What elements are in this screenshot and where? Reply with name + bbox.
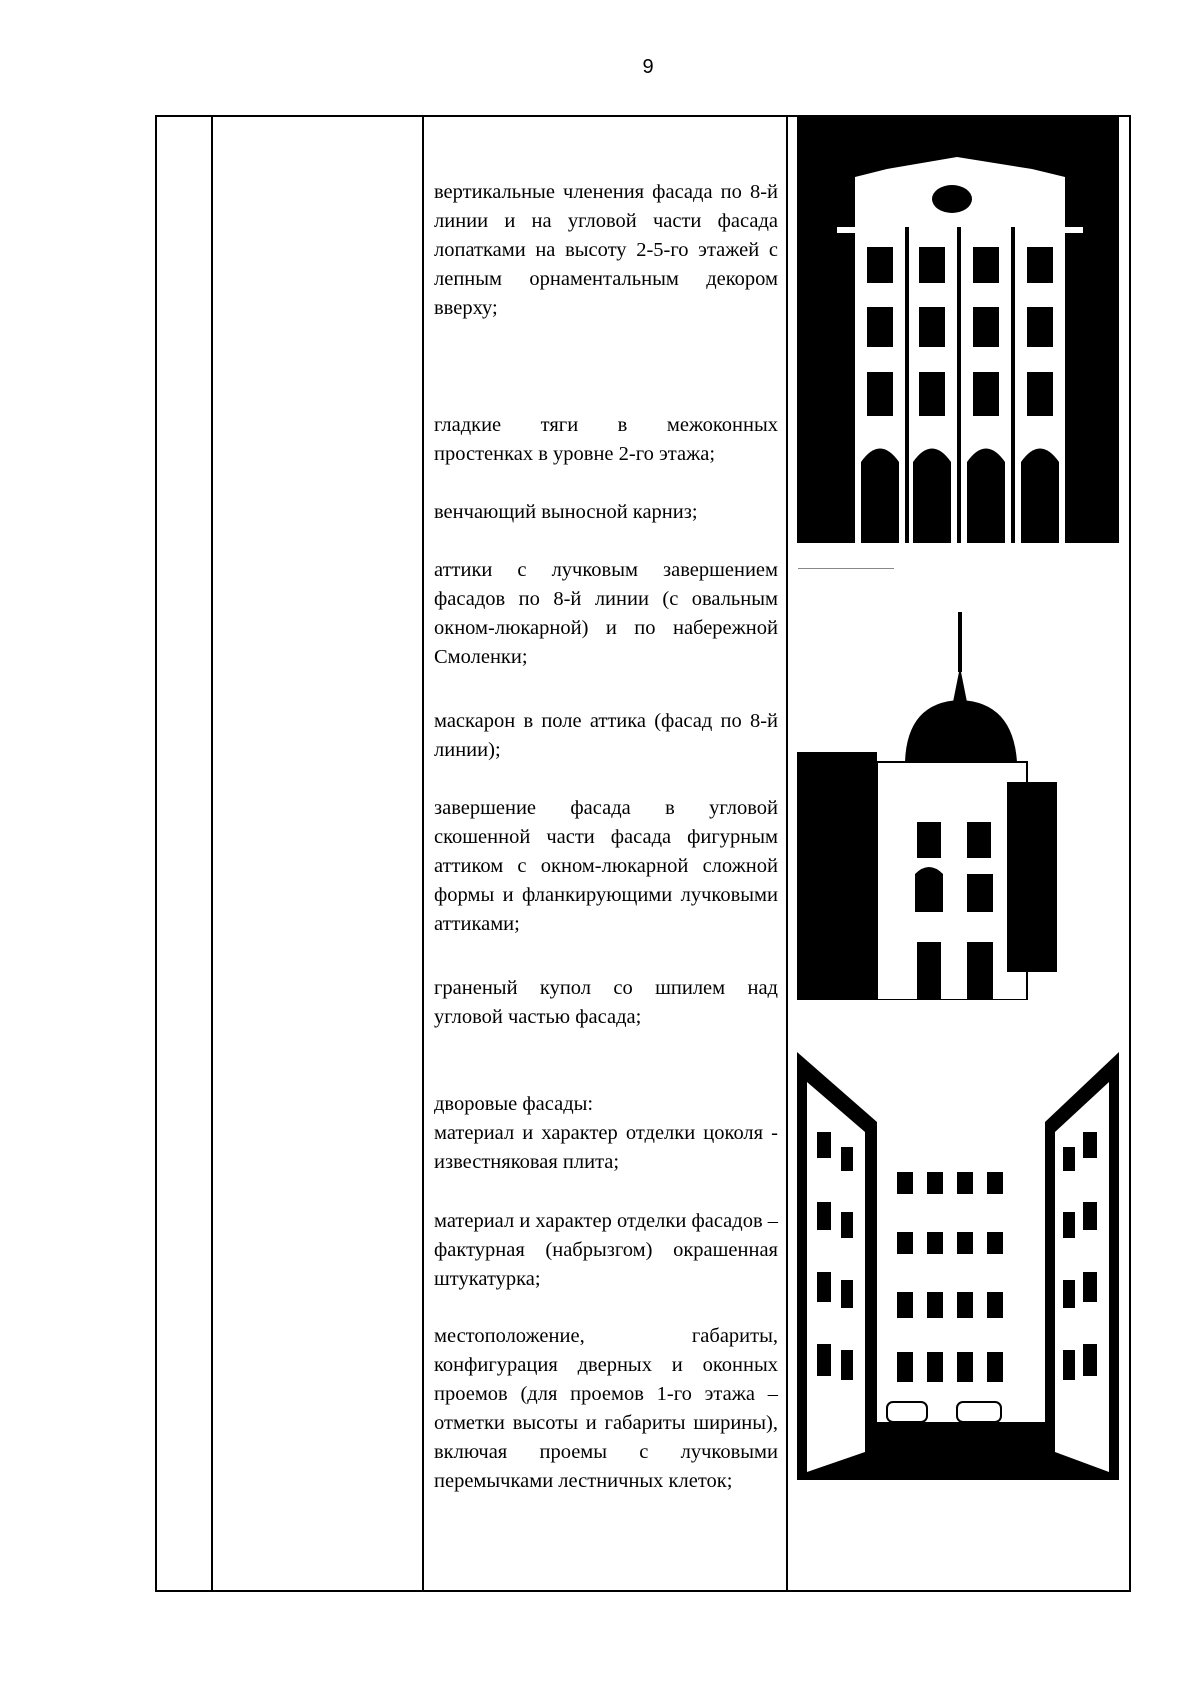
photo-courtyard [797,1052,1119,1480]
description-plinth: материал и характер отделки цоколя - известняковая плита; [434,1122,778,1173]
photo-facade-8th-line [797,117,1119,543]
column-divider-1 [211,115,213,1592]
description-smooth-rods: гладкие тяги в межоконных простенках в уровне 2-го этажа; [434,414,778,465]
description-attics: аттики с лучковым завершением фасадов по 8-й линии (с овальным окном-люкарной) и по набережной Смоленки; [434,559,778,668]
photo-corner-dome [797,612,1079,1000]
description-courtyard-heading: дворовые фасады: [434,1093,594,1115]
description-cornice: венчающий выносной карниз; [434,501,698,523]
description-vertical-divisions: вертикальные членения фасада по 8-й линии и на угловой части фасада лопатками на высоту 2-5-го этажей с лепным орнаментальным декором вверху; [434,181,778,319]
description-dome: граненый купол со шпилем над угловой частью фасада; [434,977,778,1028]
column-divider-3 [786,115,788,1592]
page-number: 9 [642,56,654,78]
description-facade-finish: материал и характер отделки фасадов – фактурная (набрызгом) окрашенная штукатурка; [434,1210,779,1290]
column-divider-2 [422,115,424,1592]
description-corner-attic: завершение фасада в угловой скошенной части фасада фигурным аттиком с окном-люкарной сложной формы и фланкирующими лучковыми аттиками; [434,797,778,935]
description-mascaron: маскарон в поле аттика (фасад по 8-й линии); [434,710,778,761]
description-openings: местоположение, габариты, конфигурация дверных и оконных проемов (для проемов 1-го этажа – отметки высоты и габариты ширины), включая проемы с лучковыми перемычками лестничных клеток; [434,1325,778,1492]
separator-line [798,568,894,569]
